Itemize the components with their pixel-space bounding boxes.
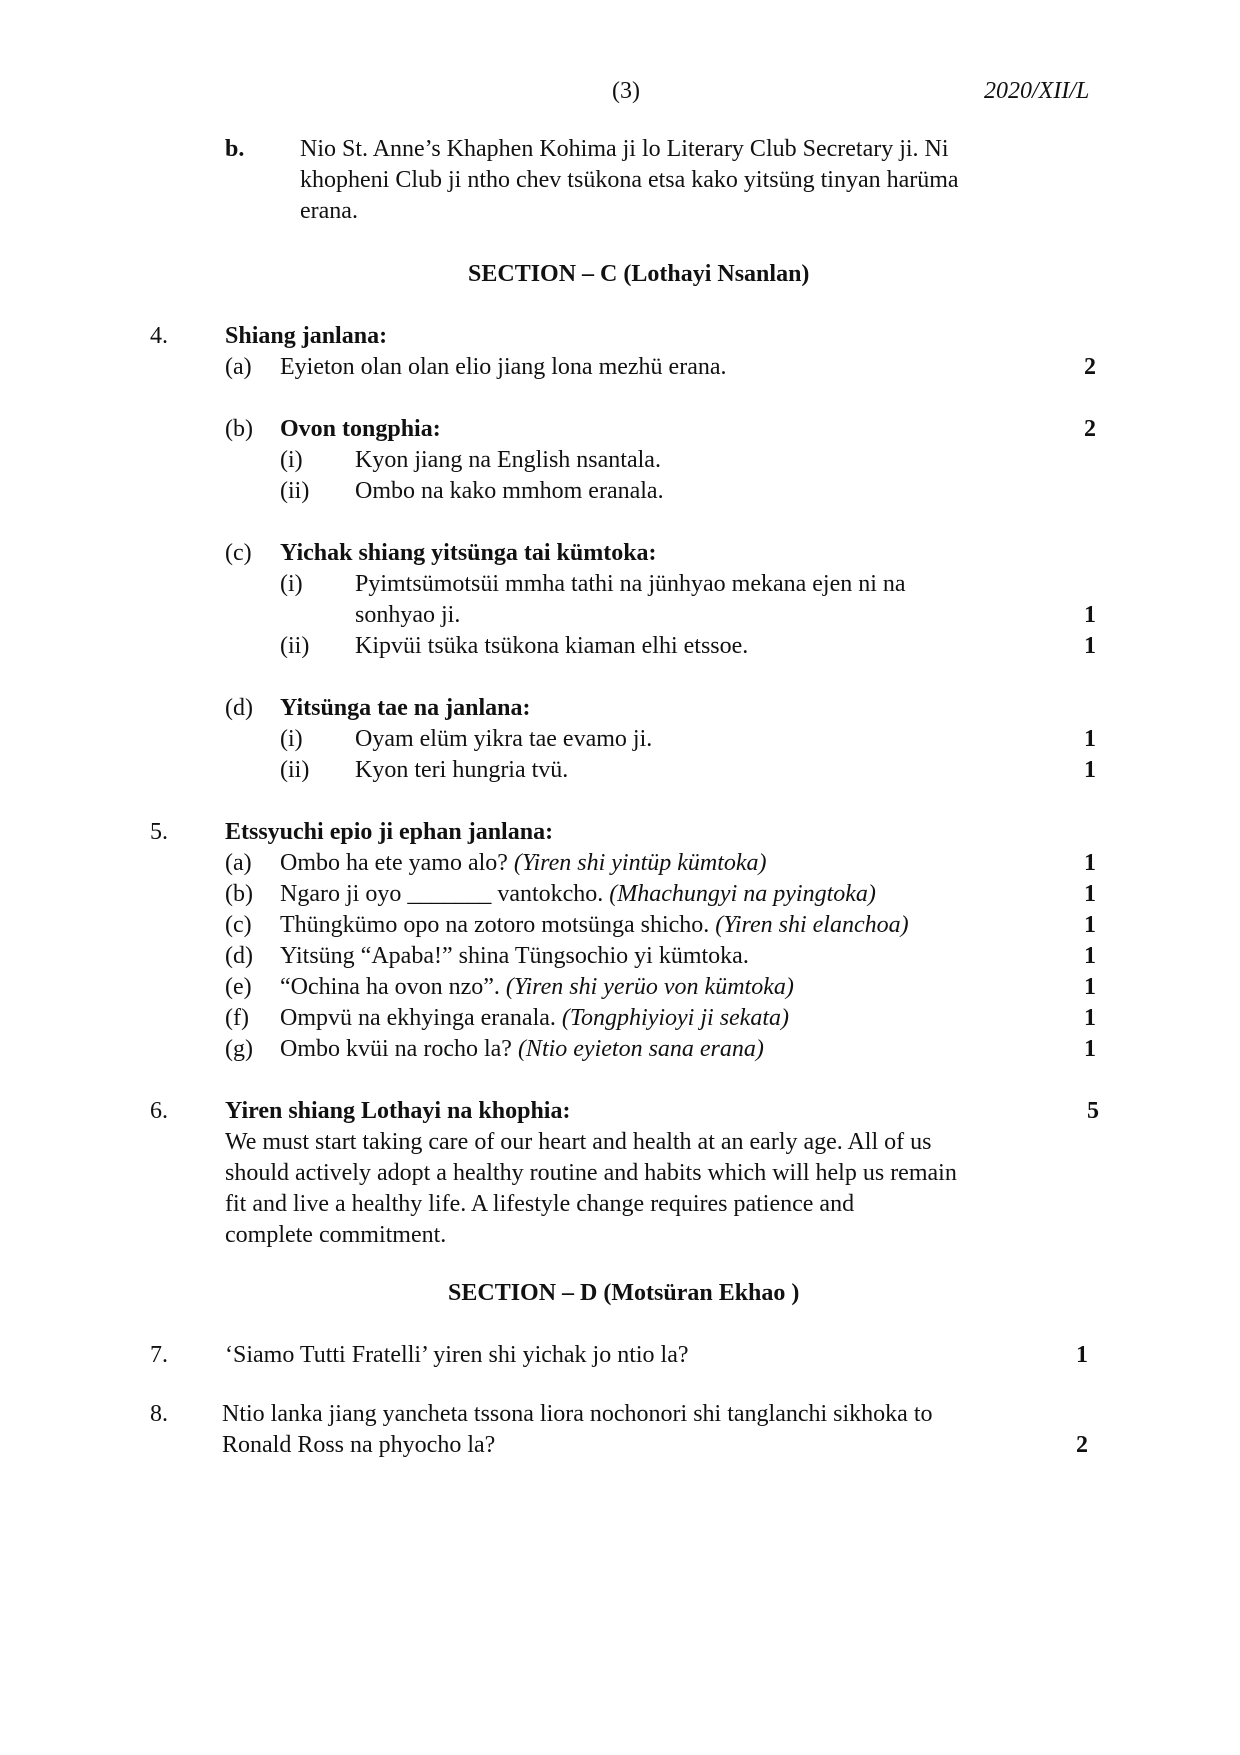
q5a-hint: (Yiren shi yintüp kümtoka) — [513, 850, 767, 876]
q5-title: Etssyuchi epio ji ephan janlana: — [225, 819, 554, 845]
q5e-mark: 1 — [1084, 974, 1096, 1000]
q5f-question: Ompvü na ekhyinga eranala. — [280, 1005, 562, 1031]
q4d-ii-text: Kyon teri hungria tvü. — [355, 757, 569, 783]
q5e-hint: (Yiren shi yerüo von kümtoka) — [505, 974, 794, 1000]
q7-number: 7. — [150, 1342, 168, 1368]
q4-number: 4. — [150, 323, 168, 349]
q6-title: Yiren shiang Lothayi na khophia: — [225, 1098, 571, 1124]
q5a-mark: 1 — [1084, 850, 1096, 876]
q5g-text — [280, 1036, 764, 1063]
q5f-label: (f) — [225, 1005, 249, 1031]
q4d-label: (d) — [225, 695, 253, 721]
q5g-hint: (Ntio eyieton sana erana) — [517, 1036, 764, 1062]
q5b-text — [280, 881, 876, 908]
q4b-mark: 2 — [1084, 416, 1096, 442]
page-number: (3) — [612, 78, 640, 104]
q4b-ii-label: (ii) — [280, 478, 310, 504]
q6-passage-line-2: should actively adopt a healthy routine and habits which will help us remain — [225, 1160, 957, 1186]
q4c-i-text-2: sonhyao ji. — [355, 602, 461, 628]
q5e-text — [280, 974, 794, 1001]
q4b-title: Ovon tongphia: — [280, 416, 441, 442]
q4c-i-label: (i) — [280, 571, 303, 597]
q4d-i-mark: 1 — [1084, 726, 1096, 752]
q5c-hint: (Yiren shi elanchoa) — [715, 912, 909, 938]
q5b-mark: 1 — [1084, 881, 1096, 907]
q5f-mark: 1 — [1084, 1005, 1096, 1031]
q4b-i-text: Kyon jiang na English nsantala. — [355, 447, 661, 473]
q4a-label: (a) — [225, 354, 252, 380]
q4d-title: Yitsünga tae na janlana: — [280, 695, 531, 721]
q4c-label: (c) — [225, 540, 252, 566]
q7-text: ‘Siamo Tutti Fratelli’ yiren shi yichak jo ntio la? — [225, 1342, 689, 1368]
q5d-label: (d) — [225, 943, 253, 969]
q6-number: 6. — [150, 1098, 168, 1124]
q5c-mark: 1 — [1084, 912, 1096, 938]
q6-passage-line-1: We must start taking care of our heart and health at an early age. All of us — [225, 1129, 932, 1155]
q4c-ii-mark: 1 — [1084, 633, 1096, 659]
q4-title: Shiang janlana: — [225, 323, 388, 349]
q4c-title: Yichak shiang yitsünga tai kümtoka: — [280, 540, 657, 566]
q4d-ii-mark: 1 — [1084, 757, 1096, 783]
q5b-label: (b) — [225, 881, 253, 907]
q8-line-1: Ntio lanka jiang yancheta tssona liora nochonori shi tanglanchi sikhoka to — [222, 1401, 933, 1427]
q5f-text — [280, 1005, 789, 1032]
section-c-heading: SECTION – C (Lothayi Nsanlan) — [468, 261, 810, 287]
q8-number: 8. — [150, 1401, 168, 1427]
q4c-i-text-1: Pyimtsümotsüi mmha tathi na jünhyao mekana ejen ni na — [355, 571, 906, 597]
q6-mark: 5 — [1087, 1098, 1099, 1124]
q4d-i-text: Oyam elüm yikra tae evamo ji. — [355, 726, 653, 752]
q5c-text — [280, 912, 909, 939]
q4c-ii-label: (ii) — [280, 633, 310, 659]
q4d-ii-label: (ii) — [280, 757, 310, 783]
q5a-text — [280, 850, 767, 877]
q4b-ii-text: Ombo na kako mmhom eranala. — [355, 478, 664, 504]
q5a-question: Ombo ha ete yamo alo? — [280, 850, 514, 876]
q4d-i-label: (i) — [280, 726, 303, 752]
q3b-line-1: Nio St. Anne’s Khaphen Kohima ji lo Literary Club Secretary ji. Ni — [300, 136, 949, 162]
q3b-label: b. — [225, 136, 245, 162]
q5g-mark: 1 — [1084, 1036, 1096, 1062]
q7-mark: 1 — [1076, 1342, 1088, 1368]
q4b-label: (b) — [225, 416, 253, 442]
section-d-heading: SECTION – D (Motsüran Ekhao ) — [448, 1280, 800, 1306]
q5a-label: (a) — [225, 850, 252, 876]
paper-code: 2020/XII/L — [984, 78, 1090, 104]
q4a-text: Eyieton olan olan elio jiang lona mezhü erana. — [280, 354, 727, 380]
q4c-i-mark: 1 — [1084, 602, 1096, 628]
q4b-i-label: (i) — [280, 447, 303, 473]
q3b-line-2: khopheni Club ji ntho chev tsükona etsa kako yitsüng tinyan harüma — [300, 167, 959, 193]
q5-number: 5. — [150, 819, 168, 845]
q6-passage-line-4: complete commitment. — [225, 1222, 447, 1248]
q5d-text: Yitsüng “Apaba!” shina Tüngsochio yi kümtoka. — [280, 943, 749, 969]
q5c-question: Thüngkümo opo na zotoro motsünga shicho. — [280, 912, 716, 938]
q8-mark: 2 — [1076, 1432, 1088, 1458]
q5g-question: Ombo kvüi na rocho la? — [280, 1036, 518, 1062]
q5e-question: “Ochina ha ovon nzo”. — [280, 974, 506, 1000]
q4a-mark: 2 — [1084, 354, 1096, 380]
q5b-question: Ngaro ji oyo _______ vantokcho. — [280, 881, 610, 907]
q4c-ii-text: Kipvüi tsüka tsükona kiaman elhi etssoe. — [355, 633, 749, 659]
q5c-label: (c) — [225, 912, 252, 938]
q6-passage-line-3: fit and live a healthy life. A lifestyle change requires patience and — [225, 1191, 855, 1217]
q8-line-2: Ronald Ross na phyocho la? — [222, 1432, 496, 1458]
q5e-label: (e) — [225, 974, 252, 1000]
q5b-hint: (Mhachungyi na pyingtoka) — [609, 881, 876, 907]
q5d-mark: 1 — [1084, 943, 1096, 969]
q5g-label: (g) — [225, 1036, 253, 1062]
q3b-line-3: erana. — [300, 198, 358, 224]
q5f-hint: (Tongphiyioyi ji sekata) — [561, 1005, 789, 1031]
